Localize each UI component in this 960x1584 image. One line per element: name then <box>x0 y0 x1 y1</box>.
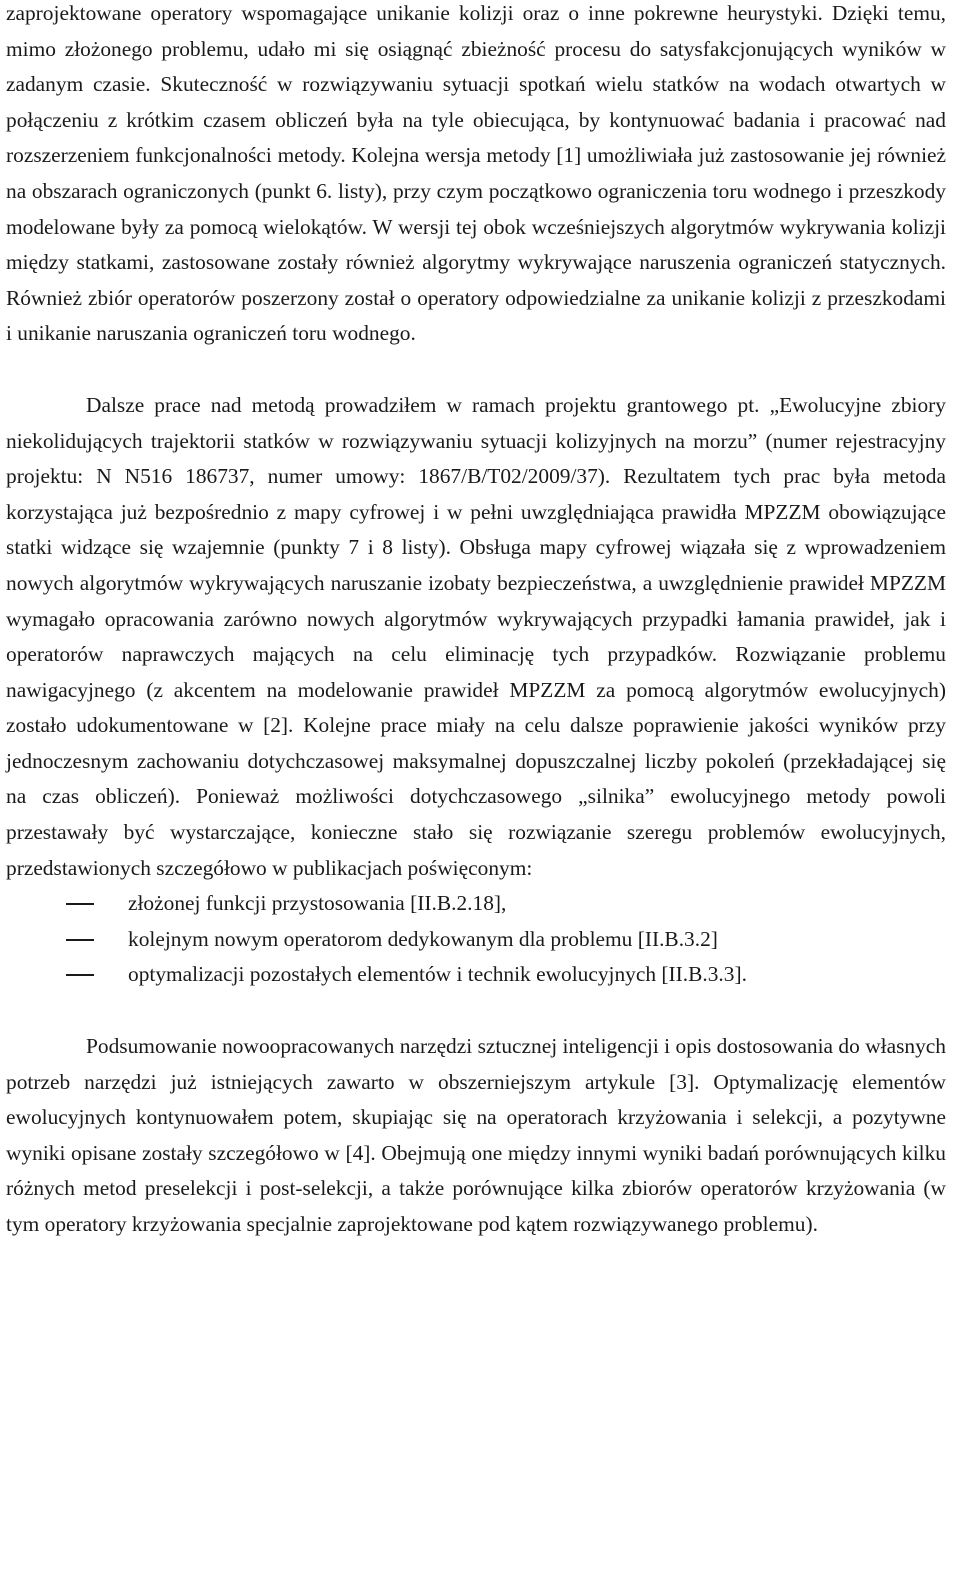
paragraph-summary: Podsumowanie nowoopracowanych narzędzi sztucznej inteligencji i opis dostosowania do własnych potrzeb narzędzi już istniejących zawarto w obszerniejszym artykule [3]. Optymalizację elementów ewolucyjnych kontynuowałem potem, skupiając się na operatorach krzyżowania i selekcji, a pozytywne wyniki opisane zostały szczegółowo w [4]. Obejmują one między innymi wyniki badań porównujących kilku różnych metod preselekcji i post-selekcji, a także porównujące kilka zbiorów operatorów krzyżowania (w tym operatory krzyżowania specjalnie zaprojektowane pod kątem rozwiązywanego problemu). <box>6 1034 946 1236</box>
list-item <box>6 957 946 993</box>
dash-bullet-icon <box>66 974 94 976</box>
list-item-text: kolejnym nowym operatorom dedykowanym dla problemu [II.B.3.2] <box>128 926 718 951</box>
list-item <box>6 886 946 922</box>
list-item-text: optymalizacji pozostałych elementów i technik ewolucyjnych [II.B.3.3]. <box>128 962 747 987</box>
dash-bullet-icon <box>66 903 94 905</box>
list-item <box>6 922 946 958</box>
publications-list <box>6 886 946 993</box>
paragraph-grant-project: Dalsze prace nad metodą prowadziłem w ramach projektu grantowego pt. „Ewolucyjne zbiory niekolidujących trajektorii statków w rozwiązywaniu sytuacji kolizyjnych na morzu” (numer rejestracyjny projektu: N N516 186737, numer umowy: 1867/B/T02/2009/37). Rezultatem tych prac była metoda korzystająca już bezpośrednio z mapy cyfrowej i w pełni uwzględniająca prawidła MPZZM obowiązujące statki widzące się wzajemnie (punkty 7 i 8 listy). Obsługa mapy cyfrowej wiązała się z wprowadzeniem nowych algorytmów wykrywających naruszanie izobaty bezpieczeństwa, a uwzględnienie prawideł MPZZM wymagało opracowania zarówno nowych algorytmów wykrywających przypadki łamania prawideł, jak i operatorów naprawczych mających na celu eliminację tych przypadków. Rozwiązanie problemu nawigacyjnego (z akcentem na modelowanie prawideł MPZZM za pomocą algorytmów ewolucyjnych) zostało udokumentowane w [2]. Kolejne prace miały na celu dalsze poprawienie jakości wyników przy jednoczesnym zachowaniu dotychczasowej maksymalnej dopuszczalnej liczby pokoleń (przekładającej się na czas obliczeń). Ponieważ możliwości dotychczasowego „silnika” ewolucyjnego metody powoli przestawały być wystarczające, konieczne stało się rozwiązanie szeregu problemów ewolucyjnych, przedstawionych szczegółowo w publikacjach poświęconym: <box>6 392 946 880</box>
list-item-text: złożonej funkcji przystosowania [II.B.2.18], <box>128 891 507 916</box>
dash-bullet-icon <box>66 939 94 941</box>
document-page <box>6 0 946 1243</box>
paragraph-continuation: zaprojektowane operatory wspomagające unikanie kolizji oraz o inne pokrewne heurystyki. Dzięki temu, mimo złożonego problemu, udało mi się osiągnąć zbieżność procesu do satysfakcjonujących wyników w zadanym czasie. Skuteczność w rozwiązywaniu sytuacji spotkań wielu statków na wodach otwartych w połączeniu z krótkim czasem obliczeń była na tyle obiecująca, by kontynuować badania i pracować nad rozszerzeniem funkcjonalności metody. Kolejna wersja metody [1] umożliwiała już zastosowanie jej również na obszarach ograniczonych (punkt 6. listy), przy czym początkowo ograniczenia toru wodnego i przeszkody modelowane były za pomocą wielokątów. W wersji tej obok wcześniejszych algorytmów wykrywania kolizji między statkami, zastosowane zostały również algorytmy wykrywające naruszenia ograniczeń statycznych. Również zbiór operatorów poszerzony został o operatory odpowiedzialne za unikanie kolizji z przeszkodami i unikanie naruszania ograniczeń toru wodnego. <box>6 1 946 346</box>
